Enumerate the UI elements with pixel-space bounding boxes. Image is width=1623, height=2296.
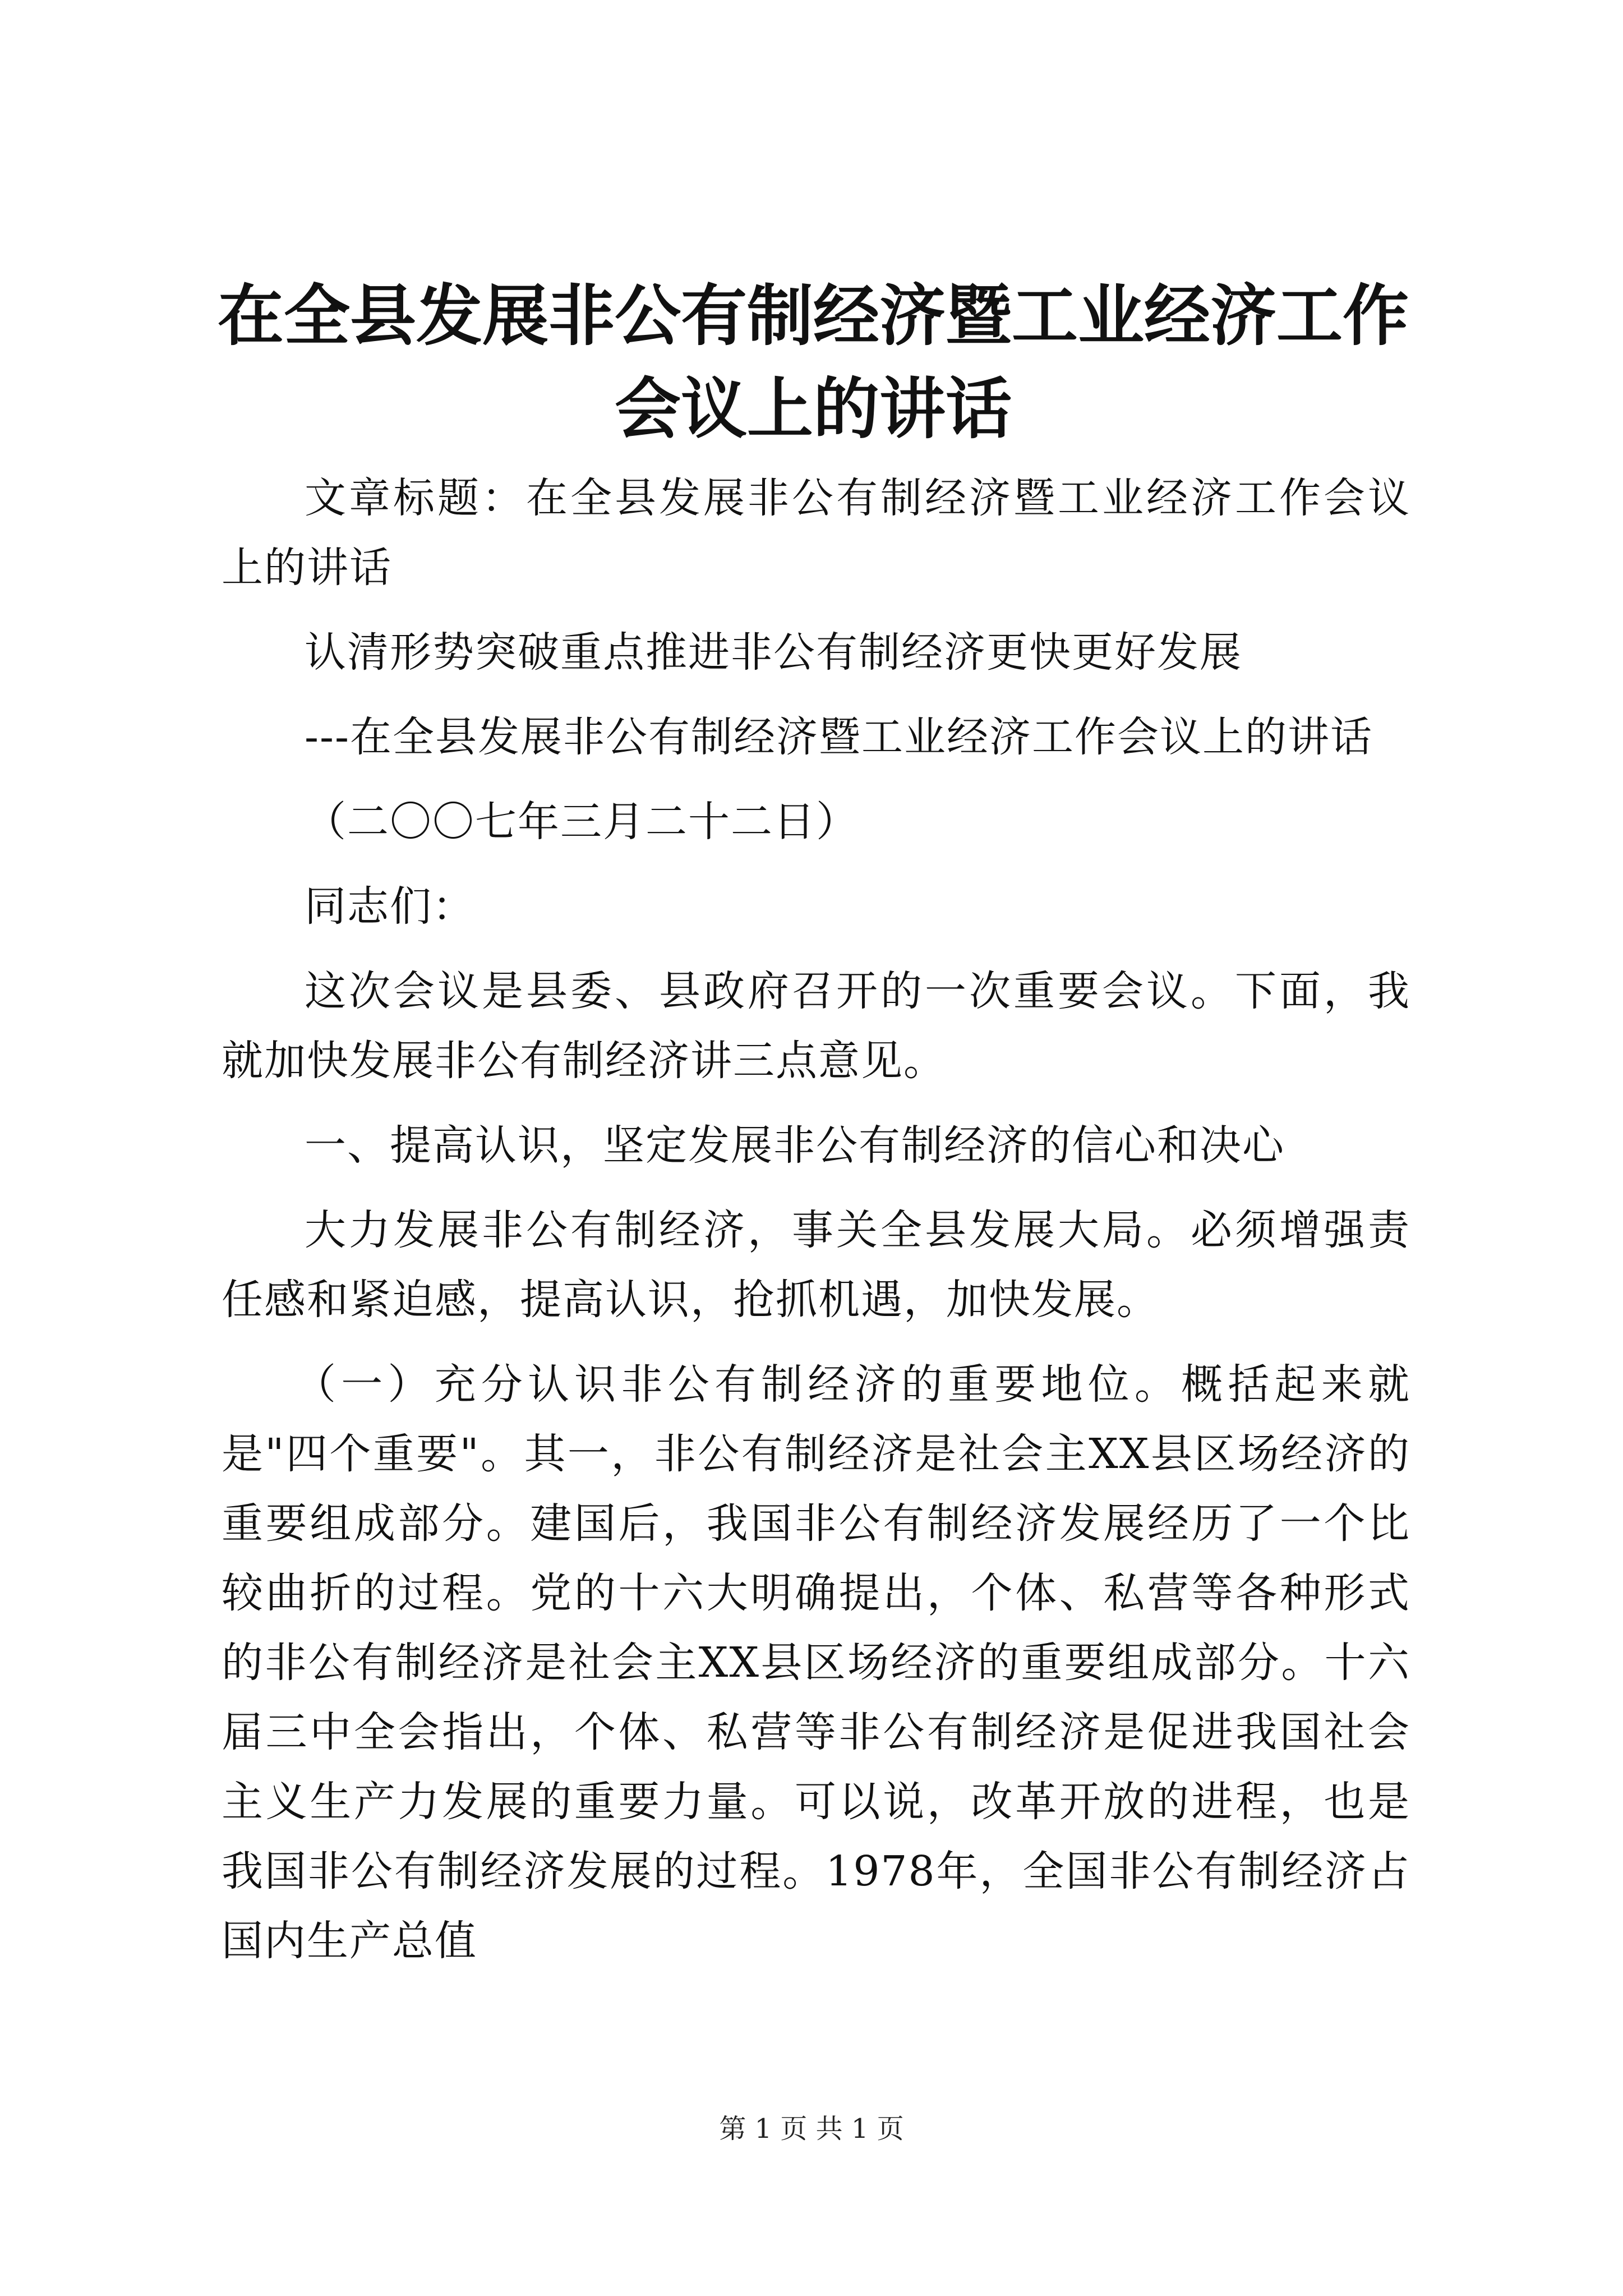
document-body <box>222 463 1410 1991</box>
page-footer: 第 1 页 共 1 页 <box>719 2113 904 2145</box>
speech-date: （二〇〇七年三月二十二日） <box>305 798 859 846</box>
section-heading: 一、提高认识，坚定发展非公有制经济的信心和决心 <box>305 1121 1285 1170</box>
body-paragraph: 大力发展非公有制经济，事关全县发展大局。必须增强责任感和紧迫感，提高认识，抢抓机遇，加快发展。 <box>222 1206 1410 1324</box>
salutation: 同志们： <box>305 882 475 931</box>
document-title: 在全县发展非公有制经济暨工业经济工作会议上的讲话 <box>217 277 1409 448</box>
body-paragraph: （一）充分认识非公有制经济的重要地位。概括起来就是"四个重要"。其一，非公有制经济是社会主XX县区场经济的重要组成部分。建国后，我国非公有制经济发展经历了一个比较曲折的过程。党的十六大明确提出，个体、私营等各种形式的非公有制经济是社会主XX县区场经济的重要组成部分。十六届三中全会指出，个体、私营等非公有制经济是促进我国社会主义生产力发展的重要力量。可以说，改革开放的进程，也是我国非公有制经济发展的过程。1978年，全国非公有制经济占国内生产总值 <box>222 1360 1410 1965</box>
speech-subheadline: ---在全县发展非公有制经济暨工业经济工作会议上的讲话 <box>305 713 1373 761</box>
body-paragraph: 这次会议是县委、县政府召开的一次重要会议。下面，我就加快发展非公有制经济讲三点意见。 <box>222 967 1410 1085</box>
speech-headline: 认清形势突破重点推进非公有制经济更快更好发展 <box>305 628 1242 677</box>
article-title-line: 文章标题：在全县发展非公有制经济暨工业经济工作会议上的讲话 <box>222 474 1410 592</box>
